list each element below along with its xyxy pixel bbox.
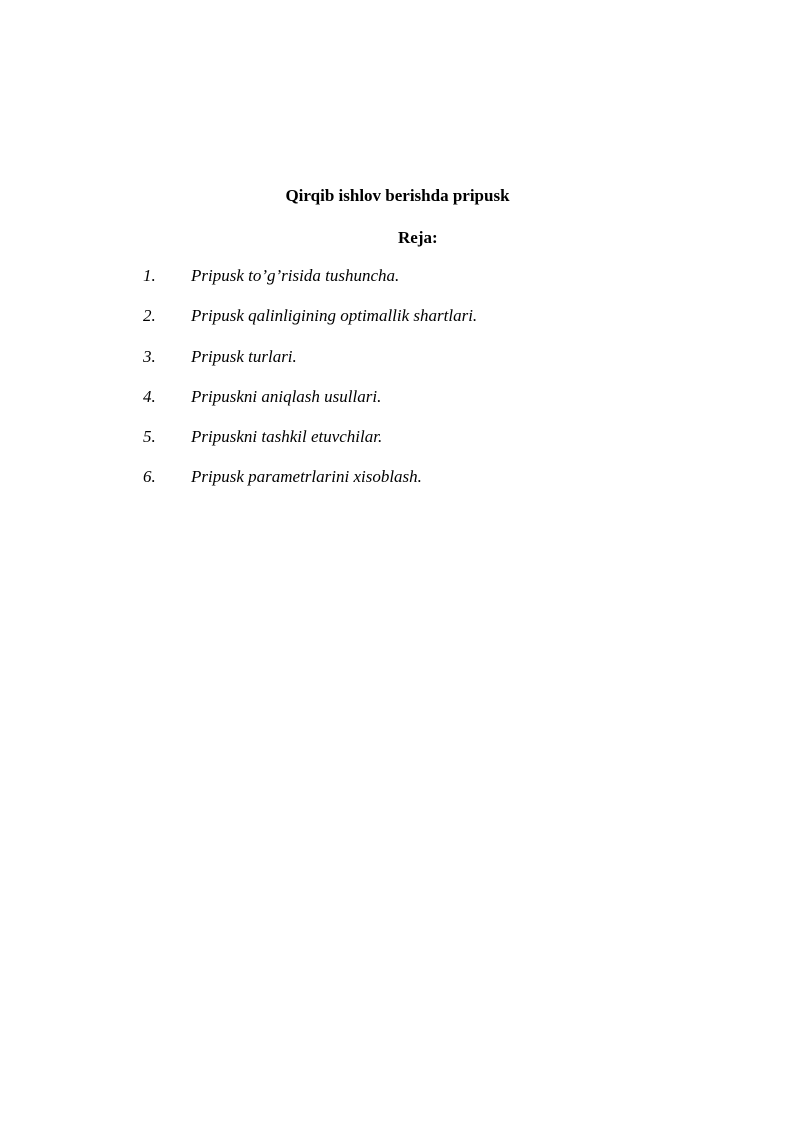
plan-list (0, 264, 793, 506)
plan-item-5 (0, 425, 793, 465)
plan-item-text: Pripusk qalinligining optimallik shartlari. (191, 306, 478, 326)
plan-item-text: Pripusk turlari. (191, 346, 297, 366)
plan-item-number: 1. (143, 266, 156, 285)
plan-item-2 (0, 304, 793, 344)
plan-item-text: Pripuskni aniqlash usullari. (191, 386, 382, 406)
plan-item-number: 3. (143, 346, 156, 366)
plan-item-text: Pripusk to’g’risida tushuncha. (191, 266, 400, 285)
document-title: Qirqib ishlov berishda pripusk (285, 186, 510, 205)
plan-item-4 (0, 385, 793, 425)
plan-item-number: 6. (143, 467, 156, 487)
plan-item-1 (0, 264, 793, 304)
plan-item-number: 2. (143, 306, 156, 326)
plan-heading: Reja: (398, 228, 438, 247)
plan-item-3 (0, 345, 793, 385)
plan-item-text: Pripuskni tashkil etuvchilar. (191, 427, 383, 447)
plan-item-6 (0, 465, 793, 505)
plan-item-text: Pripusk parametrlarini xisoblash. (191, 467, 422, 487)
plan-item-number: 5. (143, 427, 156, 447)
plan-item-number: 4. (143, 386, 156, 406)
